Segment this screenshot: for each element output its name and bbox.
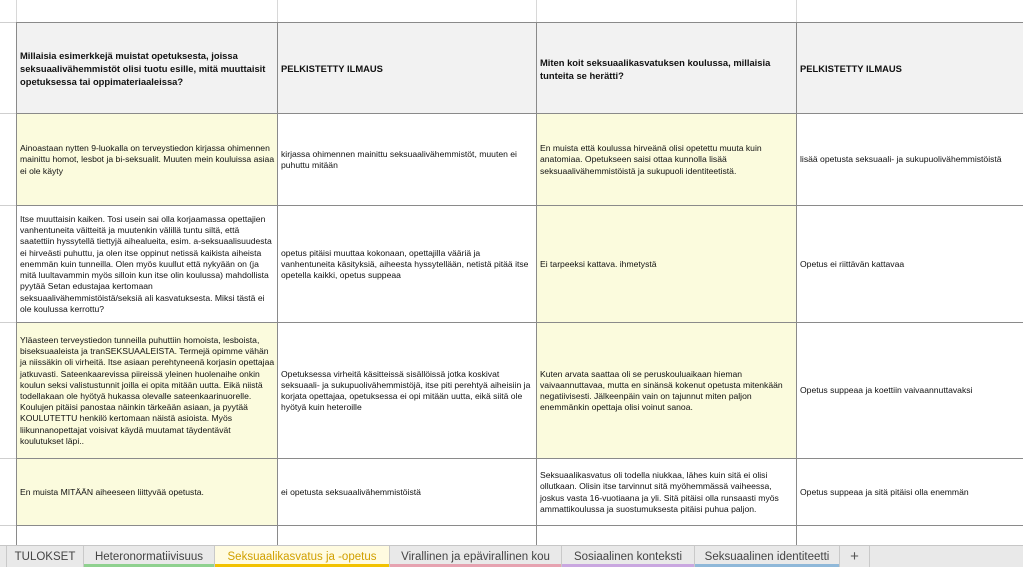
- table-cell[interactable]: [277, 322, 537, 459]
- table-cell[interactable]: [16, 205, 278, 323]
- table-cell[interactable]: [536, 322, 797, 459]
- tab-bar-filler: [870, 546, 1023, 567]
- table-cell[interactable]: [796, 525, 1023, 545]
- header-text: PELKISTETTY ILMAUS: [281, 63, 383, 74]
- cell-text: Ei tarpeeksi kattava. ihmetystä: [540, 258, 657, 269]
- tab-tulokset[interactable]: [7, 546, 84, 567]
- header-text: Miten koit seksuaalikasvatuksen koulussa, millaisia tunteita se herätti?: [540, 56, 771, 81]
- cell-text: Opetus suppeaa ja koettiin vaivaannuttavaksi: [800, 385, 973, 396]
- header-cell-question-1[interactable]: [16, 22, 278, 114]
- cell-text: Opetus ei riittävän kattavaa: [800, 258, 905, 269]
- cell-text: Kuten arvata saattaa oli se peruskouluaikaan hieman vaivaannuttavaa, mutta en sinänsä kokenut opetusta mitenkään negatiivisesti. Jälkeenpäin vain on tajunnut miten paljon enemmänkin opettaja olisi voinut sanoa.: [540, 368, 783, 413]
- table-cell[interactable]: [796, 458, 1023, 526]
- header-cell-reduced-2[interactable]: [796, 22, 1023, 114]
- table-cell[interactable]: [796, 113, 1023, 206]
- table-cell[interactable]: [16, 458, 278, 526]
- add-sheet-button[interactable]: [840, 546, 870, 567]
- tab-label: Virallinen ja epävirallinen kou: [401, 550, 550, 563]
- table-cell[interactable]: [536, 113, 797, 206]
- tab-label: Heteronormatiivisuus: [94, 550, 203, 563]
- table-cell[interactable]: [16, 113, 278, 206]
- tab-sosiaalinen-konteksti[interactable]: [562, 546, 695, 567]
- header-text: Millaisia esimerkkejä muistat opetuksesta, joissa seksuaalivähemmistöt olisi tuotu esille, mitä muuttaisit opetuksessa tai oppimateriaaleissa?: [20, 50, 266, 87]
- header-text: PELKISTETTY ILMAUS: [800, 63, 902, 74]
- table-cell[interactable]: [16, 525, 278, 545]
- table-cell[interactable]: [796, 322, 1023, 459]
- table-cell[interactable]: [536, 205, 797, 323]
- sheet-tab-bar: [0, 545, 1023, 567]
- table-cell[interactable]: [796, 205, 1023, 323]
- tab-label: Seksuaalinen identiteetti: [704, 550, 830, 563]
- table-cell[interactable]: [277, 525, 537, 545]
- table-cell[interactable]: [277, 113, 537, 206]
- tab-label: Sosiaalinen konteksti: [573, 550, 683, 563]
- tab-label: Seksuaalikasvatus ja -opetus: [227, 550, 377, 563]
- tab-heteronormatiivisuus[interactable]: [84, 546, 215, 567]
- cell-text: Seksuaalikasvatus oli todella niukkaa, lähes kuin sitä ei olisi ollutkaan. Olisin itse tarvinnut sitä myöhemmässä vaiheessa, joskus vasta 16-vuotiaana ja yli. Sitä pitäisi olla runsaasti myös ammattikoulussa ja suostumuksesta pitäisi puhua paljon.: [540, 470, 779, 514]
- tab-bar-spacer: [0, 546, 7, 567]
- table-cell[interactable]: [277, 458, 537, 526]
- table-cell[interactable]: [16, 322, 278, 459]
- cell-text: Ainoastaan nytten 9-luokalla on terveystiedon kirjassa ohimennen mainittu homot, lesbot ja bi-seksualit. Muuten mein kouluissa asiaa ei ole käyty: [20, 143, 275, 176]
- cell-text: Yläasteen terveystiedon tunneilla puhuttiin homoista, lesboista, biseksuaaleista ja tranSEKSUAALEISTA. Termejä opimme vähän ja niissäkin oli virheitä. Itse asiaan perehtyneenä korjasin opettajaa jatkuvasti. Sateenkaarevissa piireissä yleinen huolenaihe onkin koulun seksi valistustunnit joilla ei opita mitään uutta. Eikä niistä todellakaan ole hyötyä hukassa olevalle sateenkaarinuorelle. Koulujen pitäisi panostaa näinkin tärkeään asiaan, ja pyytää KOULUTETTU henkilö kertomaan näistä asioista. Myös liikunnanopettajat voisivat käydä muutamat täydentävät koulutukset läpi..: [20, 334, 275, 446]
- tab-label: TULOKSET: [14, 550, 76, 563]
- cell-text: En muista MITÄÄN aiheeseen liittyvää opetusta.: [20, 486, 204, 497]
- tab-seksuaalikasvatus[interactable]: [215, 546, 390, 567]
- table-cell[interactable]: [536, 525, 797, 545]
- plus-icon: +: [850, 548, 859, 565]
- tab-virallinen[interactable]: [390, 546, 562, 567]
- tab-seksuaalinen-identiteetti[interactable]: [695, 546, 840, 567]
- header-cell-question-2[interactable]: [536, 22, 797, 114]
- cell-text: Opetuksessa virheitä käsitteissä sisällöissä jotka koskivat seksuaali- ja sukupuolivähemmistöjä, itse piti perehtyä aiheisiin ja korjata opettajaa, opetuksessa ei opi mitään uutta, eikä siitä ole hyötyä kuin heteroille: [281, 368, 531, 413]
- cell-text: Opetus suppeaa ja sitä pitäisi olla enemmän: [800, 486, 969, 497]
- cell-text: opetus pitäisi muuttaa kokonaan, opettajilla vääriä ja vanhentuneita käsityksiä, aiheesta hyssytellään, netistä pitää itse opetella kaikki, opetus suppeaa: [281, 247, 529, 281]
- cell-text: ei opetusta seksuaalivähemmistöistä: [281, 486, 421, 497]
- cell-text: kirjassa ohimennen mainittu seksuaalivähemmistöt, muuten ei puhuttu mitään: [281, 148, 517, 170]
- table-cell[interactable]: [277, 205, 537, 323]
- cell-text: En muista että koulussa hirveänä olisi opetettu muuta kuin anatomiaa. Opetukseen saisi ottaa kunnolla lisää seksuaalivähemmistöistä ja sukupuoli identiteetistä.: [540, 143, 762, 176]
- header-cell-reduced-1[interactable]: [277, 22, 537, 114]
- cell-text: lisää opetusta seksuaali- ja sukupuolivähemmistöistä: [800, 154, 1002, 165]
- table-cell[interactable]: [536, 458, 797, 526]
- cell-text: Itse muuttaisin kaiken. Tosi usein sai olla korjaamassa opettajien vanhentuneita väitteitä ja muutenkin välillä tuntu siltä, että saatettiin hyssytellä tiettyjä aihealueita, esim. a-seksuaalisuudesta ei hirveästi puhuttu, ja olen itse oppinut netissä kaikista aiheista enemmän kuin tunneilla. Olen myös kuullut että nykyään on (ja mitä luultavammin myös silloin kun itse olin koulussa) mahdollista pyytää Setan edustajaa kertomaan seksuaalivähemmistöistä/seksiä ali kasvatuksesta. Miksi tästä ei ole koulussa kerrottu?: [20, 214, 272, 314]
